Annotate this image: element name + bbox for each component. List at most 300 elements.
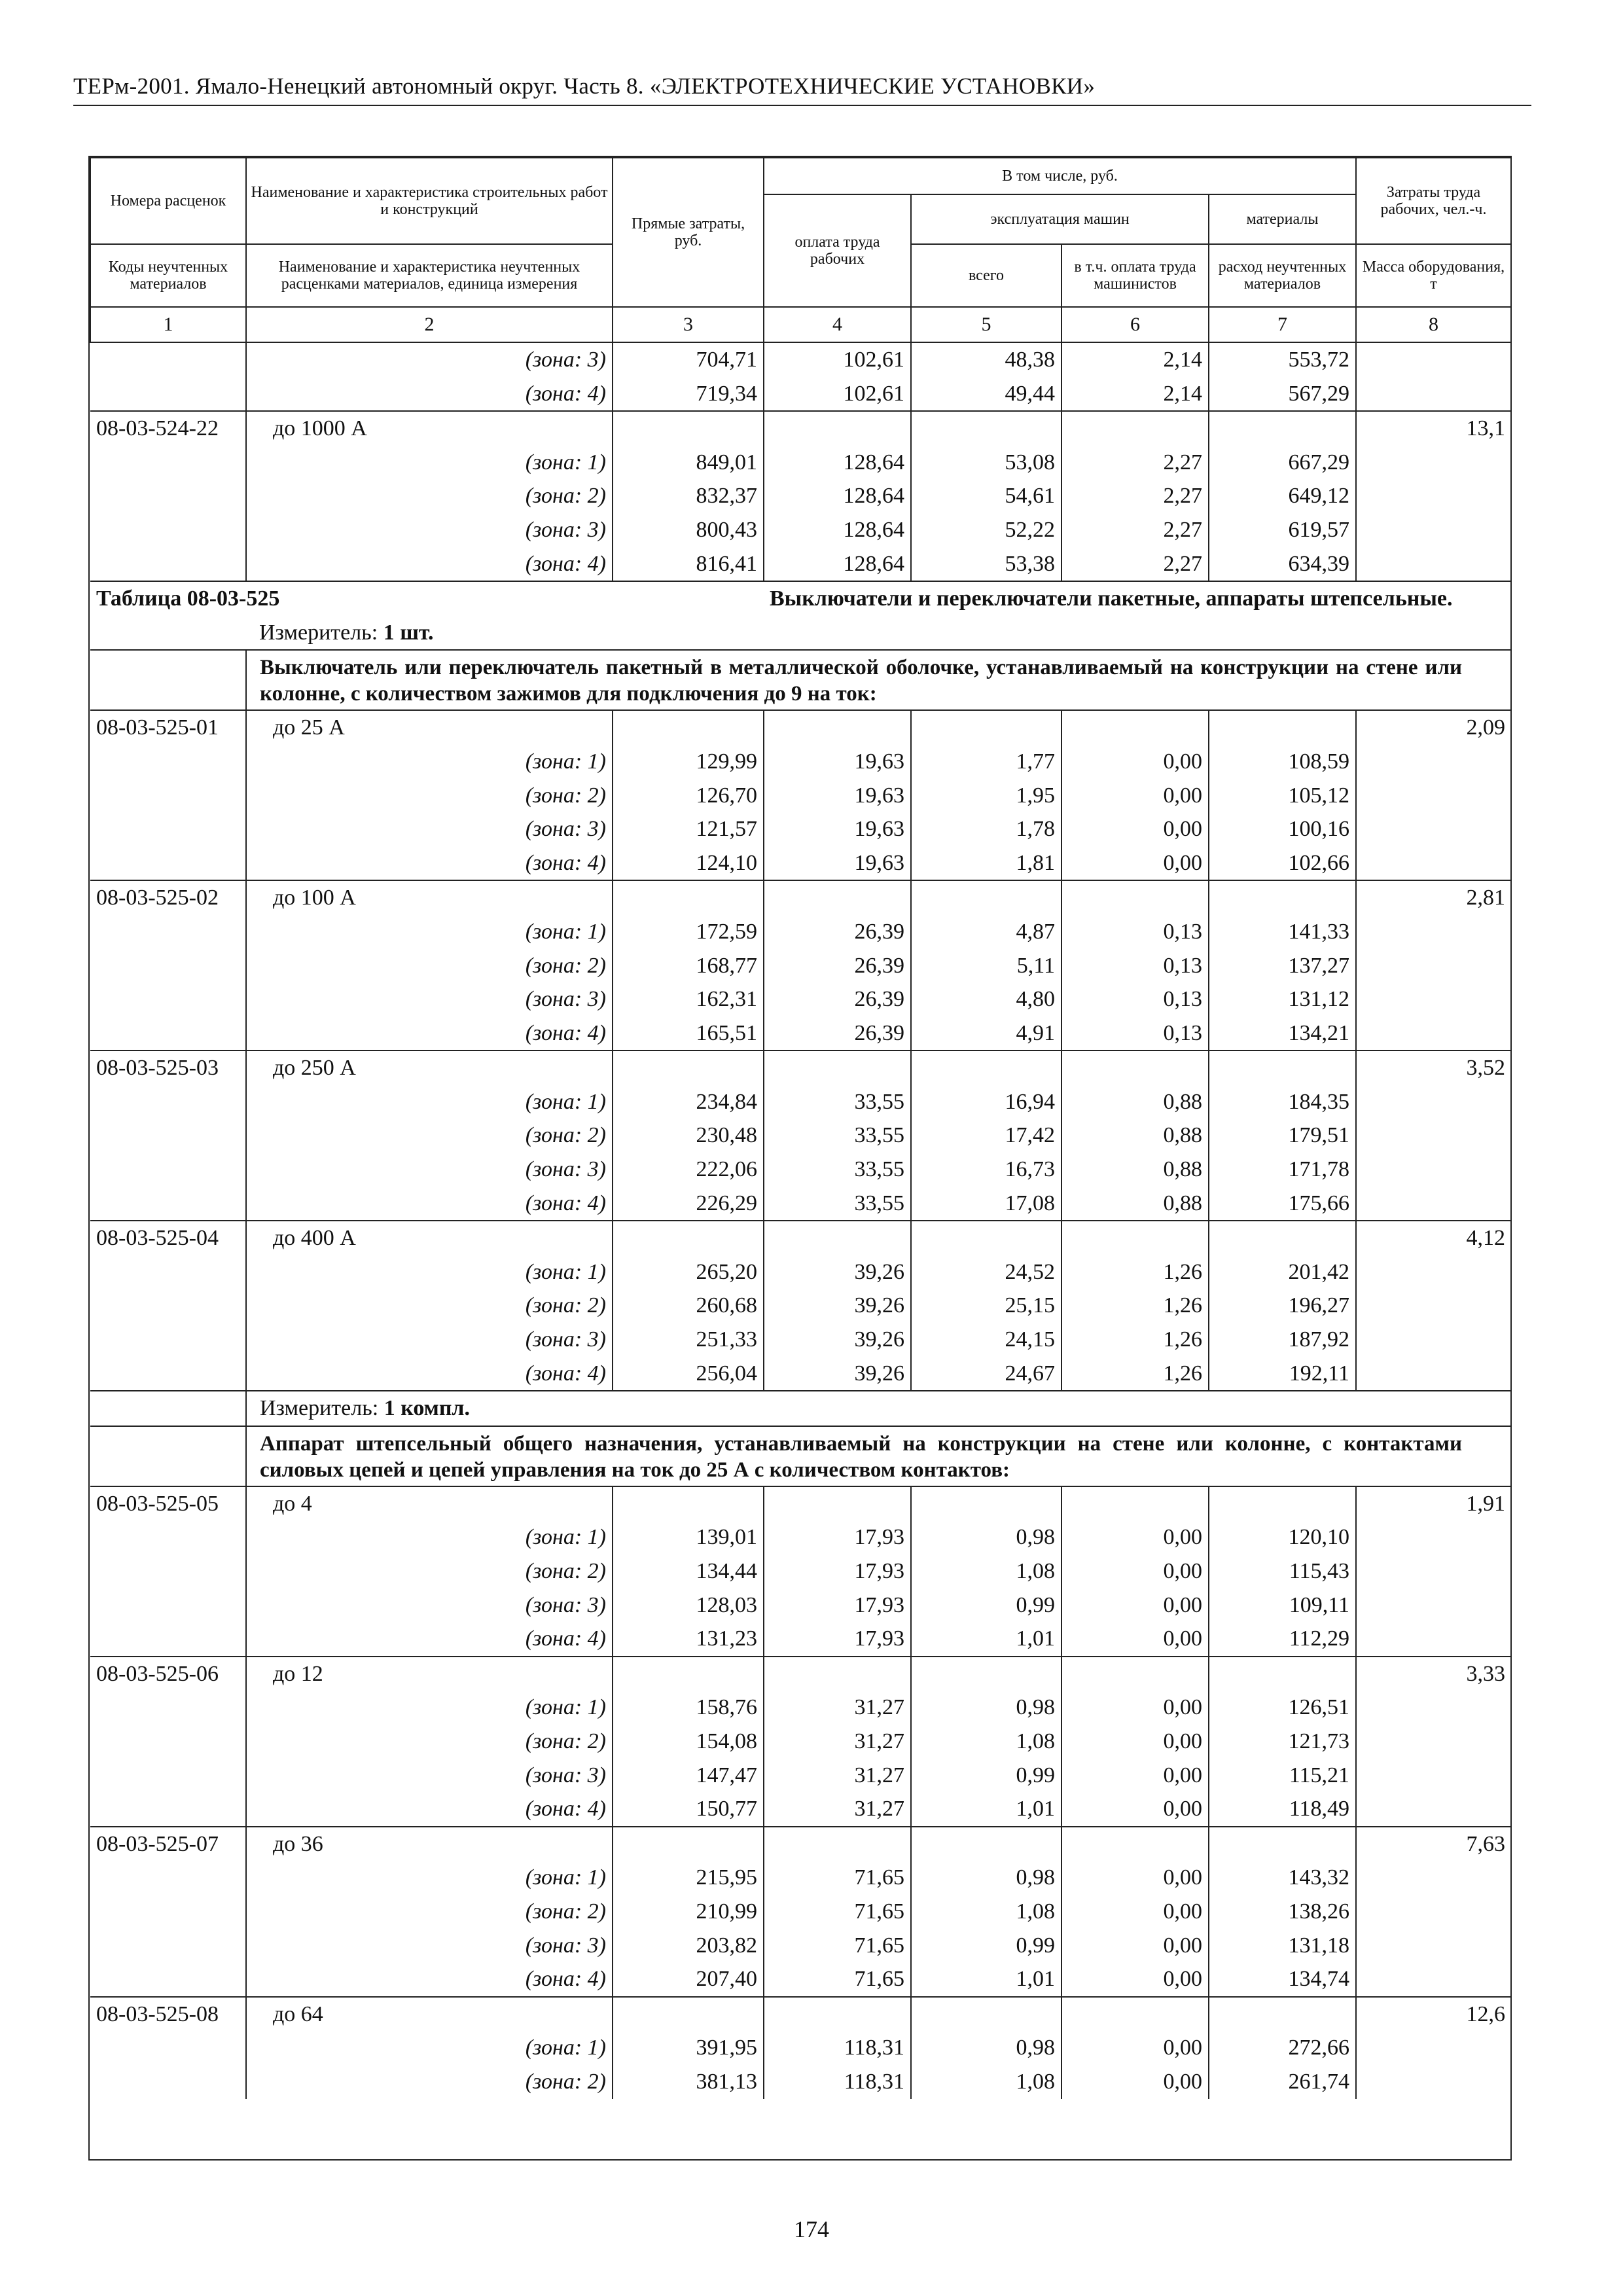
zone-row xyxy=(90,1622,1511,1657)
zone-label: (зона: 2) xyxy=(246,949,613,983)
zone-label: (зона: 1) xyxy=(246,745,613,779)
cost-materials: 175,66 xyxy=(1209,1187,1356,1221)
cost-direct: 800,43 xyxy=(613,513,764,547)
cost-direct: 260,68 xyxy=(613,1289,764,1323)
zone-label: (зона: 4) xyxy=(246,1962,613,1997)
zone-label: (зона: 4) xyxy=(246,846,613,881)
cost-wage: 118,31 xyxy=(764,2065,911,2099)
cost-direct: 121,57 xyxy=(613,812,764,846)
column-number: 1 xyxy=(90,307,246,342)
cost-machines: 0,98 xyxy=(911,1520,1061,1554)
cost-wage: 33,55 xyxy=(764,1153,911,1187)
cost-operators: 2,27 xyxy=(1061,513,1209,547)
empty-cell xyxy=(90,479,246,513)
table-title: Выключатели и переключатели пакетные, аппараты штепсельные. xyxy=(764,581,1511,616)
empty-cell xyxy=(90,513,246,547)
cost-machines: 16,94 xyxy=(911,1085,1061,1119)
zone-label: (зона: 4) xyxy=(246,1187,613,1221)
empty-cell xyxy=(613,1050,764,1085)
empty-cell xyxy=(90,1119,246,1153)
zone-label: (зона: 3) xyxy=(246,812,613,846)
empty-cell xyxy=(90,1520,246,1554)
cost-wage: 19,63 xyxy=(764,812,911,846)
zone-row xyxy=(90,915,1511,949)
cost-operators: 0,00 xyxy=(1061,1725,1209,1759)
cost-wage: 71,65 xyxy=(764,1929,911,1963)
cost-materials: 187,92 xyxy=(1209,1323,1356,1357)
cost-direct: 210,99 xyxy=(613,1895,764,1929)
zone-row xyxy=(90,1153,1511,1187)
zone-label: (зона: 1) xyxy=(246,915,613,949)
zone-label: (зона: 3) xyxy=(246,342,613,377)
meter-label: Измеритель: xyxy=(260,1396,379,1421)
empty-cell xyxy=(1356,377,1511,412)
cost-machines: 25,15 xyxy=(911,1289,1061,1323)
section-heading-row xyxy=(90,1426,1511,1486)
cost-wage: 39,26 xyxy=(764,1289,911,1323)
cost-machines: 1,95 xyxy=(911,779,1061,813)
cost-operators: 0,00 xyxy=(1061,1759,1209,1793)
zone-label: (зона: 2) xyxy=(246,1554,613,1588)
rate-description: до 36 xyxy=(246,1827,613,1861)
empty-cell xyxy=(1356,1016,1511,1051)
header-kody: Коды неучтенных материалов xyxy=(90,244,246,307)
cost-machines: 0,98 xyxy=(911,2031,1061,2065)
cost-operators: 0,13 xyxy=(1061,982,1209,1016)
empty-cell xyxy=(1356,846,1511,881)
empty-cell xyxy=(1356,2031,1511,2065)
zone-label: (зона: 4) xyxy=(246,1357,613,1391)
cost-operators: 1,26 xyxy=(1061,1357,1209,1391)
cost-wage: 17,93 xyxy=(764,1554,911,1588)
empty-cell xyxy=(1356,1520,1511,1554)
cost-materials: 131,18 xyxy=(1209,1929,1356,1963)
empty-cell xyxy=(1209,1657,1356,1691)
cost-operators: 0,00 xyxy=(1061,846,1209,881)
cost-materials: 649,12 xyxy=(1209,479,1356,513)
cost-direct: 832,37 xyxy=(613,479,764,513)
empty-cell xyxy=(90,342,246,377)
zone-label: (зона: 4) xyxy=(246,547,613,582)
empty-cell xyxy=(764,1657,911,1691)
cost-direct: 134,44 xyxy=(613,1554,764,1588)
cost-machines: 0,99 xyxy=(911,1588,1061,1623)
labor-cost: 3,52 xyxy=(1356,1050,1511,1085)
zone-row xyxy=(90,1520,1511,1554)
cost-machines: 0,99 xyxy=(911,1759,1061,1793)
empty-cell xyxy=(1356,1588,1511,1623)
zone-row xyxy=(90,846,1511,881)
rate-code: 08-03-525-02 xyxy=(90,880,246,915)
empty-cell xyxy=(90,1929,246,1963)
empty-cell xyxy=(1209,1050,1356,1085)
header-rashod: расход неучтенных материалов xyxy=(1209,244,1356,307)
empty-cell xyxy=(1061,1050,1209,1085)
empty-cell xyxy=(90,779,246,813)
labor-cost: 2,81 xyxy=(1356,880,1511,915)
empty-cell xyxy=(1356,1085,1511,1119)
cost-materials: 118,49 xyxy=(1209,1792,1356,1827)
labor-cost: 12,6 xyxy=(1356,1997,1511,2032)
rate-code: 08-03-525-01 xyxy=(90,710,246,745)
cost-machines: 17,42 xyxy=(911,1119,1061,1153)
labor-cost: 13,1 xyxy=(1356,411,1511,446)
zone-row xyxy=(90,1792,1511,1827)
empty-cell xyxy=(90,650,246,710)
empty-cell xyxy=(764,1221,911,1255)
cost-operators: 2,27 xyxy=(1061,479,1209,513)
empty-cell xyxy=(90,1085,246,1119)
rate-header-row xyxy=(90,1486,1511,1521)
cost-wage: 33,55 xyxy=(764,1085,911,1119)
zone-row xyxy=(90,1016,1511,1051)
header-naim-neuchet: Наименование и характеристика неучтенных расценками материалов, единица измерения xyxy=(246,244,613,307)
cost-machines: 49,44 xyxy=(911,377,1061,412)
cost-operators: 0,00 xyxy=(1061,779,1209,813)
cost-direct: 158,76 xyxy=(613,1691,764,1725)
cost-operators: 0,00 xyxy=(1061,1588,1209,1623)
meter xyxy=(246,616,1511,651)
zone-row xyxy=(90,949,1511,983)
zone-row xyxy=(90,1861,1511,1895)
cost-operators: 0,88 xyxy=(1061,1085,1209,1119)
cost-materials: 171,78 xyxy=(1209,1153,1356,1187)
cost-materials: 192,11 xyxy=(1209,1357,1356,1391)
zone-row xyxy=(90,1929,1511,1963)
empty-cell xyxy=(1356,1153,1511,1187)
empty-cell xyxy=(90,1725,246,1759)
cost-machines: 17,08 xyxy=(911,1187,1061,1221)
section-heading: Выключатель или переключатель пакетный в металлической оболочке, устанавливаемый на конструкции на стене или колонне, с количеством зажимов для подключения до 9 на ток: xyxy=(246,650,1511,710)
empty-cell xyxy=(90,1426,246,1486)
cost-operators: 0,00 xyxy=(1061,1929,1209,1963)
header-massa: Масса оборудования, т xyxy=(1356,244,1511,307)
zone-row xyxy=(90,1357,1511,1391)
column-number: 5 xyxy=(911,307,1061,342)
empty-cell xyxy=(1356,1357,1511,1391)
zone-row xyxy=(90,1289,1511,1323)
cost-direct: 168,77 xyxy=(613,949,764,983)
empty-cell xyxy=(1356,1323,1511,1357)
empty-cell xyxy=(1356,1187,1511,1221)
empty-cell xyxy=(1356,812,1511,846)
zone-row xyxy=(90,1323,1511,1357)
rate-header-row xyxy=(90,1221,1511,1255)
cost-wage: 17,93 xyxy=(764,1520,911,1554)
cost-operators: 1,26 xyxy=(1061,1289,1209,1323)
cost-direct: 226,29 xyxy=(613,1187,764,1221)
cost-machines: 1,08 xyxy=(911,2065,1061,2099)
header-ekspl: эксплуатация машин xyxy=(911,194,1209,244)
zone-row xyxy=(90,1895,1511,1929)
empty-cell xyxy=(1356,915,1511,949)
empty-cell xyxy=(613,1221,764,1255)
rate-header-row xyxy=(90,1657,1511,1691)
cost-operators: 0,13 xyxy=(1061,1016,1209,1051)
header-materialy: материалы xyxy=(1209,194,1356,244)
empty-cell xyxy=(1061,411,1209,446)
cost-wage: 26,39 xyxy=(764,915,911,949)
cost-machines: 1,01 xyxy=(911,1792,1061,1827)
column-number: 2 xyxy=(246,307,613,342)
zone-label: (зона: 1) xyxy=(246,1861,613,1895)
empty-cell xyxy=(1356,1962,1511,1997)
cost-operators: 0,00 xyxy=(1061,1895,1209,1929)
empty-cell xyxy=(90,949,246,983)
empty-cell xyxy=(1356,745,1511,779)
empty-cell xyxy=(764,411,911,446)
zone-label: (зона: 2) xyxy=(246,1289,613,1323)
cost-operators: 0,00 xyxy=(1061,745,1209,779)
cost-direct: 719,34 xyxy=(613,377,764,412)
cost-materials: 138,26 xyxy=(1209,1895,1356,1929)
empty-cell xyxy=(90,1792,246,1827)
zone-label: (зона: 2) xyxy=(246,479,613,513)
zone-row xyxy=(90,1588,1511,1623)
empty-cell xyxy=(911,1827,1061,1861)
running-header: ТЕРм-2001. Ямало-Ненецкий автономный округ. Часть 8. «ЭЛЕКТРОТЕХНИЧЕСКИЕ УСТАНОВКИ» xyxy=(73,73,1531,106)
cost-machines: 1,77 xyxy=(911,745,1061,779)
zone-row xyxy=(90,2065,1511,2099)
empty-cell xyxy=(1356,1759,1511,1793)
cost-machines: 1,81 xyxy=(911,846,1061,881)
empty-cell xyxy=(1356,1792,1511,1827)
cost-machines: 24,67 xyxy=(911,1357,1061,1391)
empty-cell xyxy=(764,880,911,915)
rate-header-row xyxy=(90,1827,1511,1861)
cost-materials: 131,12 xyxy=(1209,982,1356,1016)
cost-machines: 4,91 xyxy=(911,1016,1061,1051)
cost-direct: 207,40 xyxy=(613,1962,764,1997)
rate-description: до 25 А xyxy=(246,710,613,745)
empty-cell xyxy=(911,1997,1061,2032)
cost-materials: 179,51 xyxy=(1209,1119,1356,1153)
empty-cell xyxy=(90,1187,246,1221)
empty-cell xyxy=(1209,411,1356,446)
cost-direct: 230,48 xyxy=(613,1119,764,1153)
zone-label: (зона: 1) xyxy=(246,1520,613,1554)
cost-wage: 128,64 xyxy=(764,446,911,480)
empty-cell xyxy=(90,1391,246,1426)
cost-wage: 33,55 xyxy=(764,1187,911,1221)
cost-wage: 118,31 xyxy=(764,2031,911,2065)
cost-wage: 31,27 xyxy=(764,1691,911,1725)
cost-direct: 172,59 xyxy=(613,915,764,949)
cost-machines: 52,22 xyxy=(911,513,1061,547)
empty-cell xyxy=(1209,1221,1356,1255)
empty-cell xyxy=(613,880,764,915)
rate-code: 08-03-525-03 xyxy=(90,1050,246,1085)
cost-direct: 391,95 xyxy=(613,2031,764,2065)
zone-row xyxy=(90,547,1511,582)
header-zatraty-truda: Затраты труда рабочих, чел.-ч. xyxy=(1356,158,1511,244)
header-naim: Наименование и характеристика строительных работ и конструкций xyxy=(246,158,613,244)
zone-row xyxy=(90,446,1511,480)
cost-wage: 26,39 xyxy=(764,982,911,1016)
rate-code: 08-03-525-07 xyxy=(90,1827,246,1861)
empty-cell xyxy=(90,2031,246,2065)
table-body xyxy=(90,342,1511,2099)
cost-operators: 0,88 xyxy=(1061,1187,1209,1221)
empty-cell xyxy=(90,1357,246,1391)
empty-cell xyxy=(90,1962,246,1997)
empty-cell xyxy=(613,411,764,446)
empty-cell xyxy=(764,1997,911,2032)
zone-row xyxy=(90,513,1511,547)
cost-operators: 0,00 xyxy=(1061,1792,1209,1827)
cost-operators: 0,00 xyxy=(1061,1962,1209,1997)
empty-cell xyxy=(90,446,246,480)
rate-description: до 12 xyxy=(246,1657,613,1691)
empty-cell xyxy=(90,1323,246,1357)
empty-cell xyxy=(1356,2065,1511,2099)
cost-operators: 0,00 xyxy=(1061,812,1209,846)
empty-cell xyxy=(90,1153,246,1187)
labor-cost: 3,33 xyxy=(1356,1657,1511,1691)
cost-operators: 2,14 xyxy=(1061,342,1209,377)
cost-wage: 39,26 xyxy=(764,1357,911,1391)
cost-machines: 1,01 xyxy=(911,1962,1061,1997)
empty-cell xyxy=(1356,1622,1511,1657)
rate-description: до 64 xyxy=(246,1997,613,2032)
cost-materials: 619,57 xyxy=(1209,513,1356,547)
empty-cell xyxy=(1356,982,1511,1016)
empty-cell xyxy=(90,1622,246,1657)
rate-description: до 100 А xyxy=(246,880,613,915)
labor-cost: 1,91 xyxy=(1356,1486,1511,1521)
cost-machines: 0,99 xyxy=(911,1929,1061,1963)
cost-direct: 215,95 xyxy=(613,1861,764,1895)
cost-materials: 141,33 xyxy=(1209,915,1356,949)
cost-materials: 115,43 xyxy=(1209,1554,1356,1588)
rate-description: до 1000 А xyxy=(246,411,613,446)
cost-wage: 19,63 xyxy=(764,846,911,881)
cost-direct: 816,41 xyxy=(613,547,764,582)
cost-machines: 16,73 xyxy=(911,1153,1061,1187)
empty-cell xyxy=(1061,710,1209,745)
cost-materials: 553,72 xyxy=(1209,342,1356,377)
cost-wage: 31,27 xyxy=(764,1792,911,1827)
cost-operators: 0,00 xyxy=(1061,1861,1209,1895)
column-number: 7 xyxy=(1209,307,1356,342)
rate-code: 08-03-525-05 xyxy=(90,1486,246,1521)
cost-direct: 124,10 xyxy=(613,846,764,881)
empty-cell xyxy=(911,1486,1061,1521)
cost-materials: 105,12 xyxy=(1209,779,1356,813)
empty-cell xyxy=(764,1486,911,1521)
cost-wage: 26,39 xyxy=(764,949,911,983)
cost-wage: 31,27 xyxy=(764,1725,911,1759)
empty-cell xyxy=(1356,779,1511,813)
price-table xyxy=(90,157,1512,2099)
zone-row xyxy=(90,479,1511,513)
meter-label: Измеритель: xyxy=(259,620,378,645)
cost-machines: 24,15 xyxy=(911,1323,1061,1357)
empty-cell xyxy=(90,1554,246,1588)
empty-cell xyxy=(1061,1997,1209,2032)
cost-machines: 1,01 xyxy=(911,1622,1061,1657)
table-number: Таблица 08-03-525 xyxy=(90,581,764,616)
empty-cell xyxy=(90,915,246,949)
empty-cell xyxy=(1356,479,1511,513)
cost-wage: 102,61 xyxy=(764,342,911,377)
empty-cell xyxy=(90,616,246,651)
cost-wage: 71,65 xyxy=(764,1962,911,1997)
zone-label: (зона: 2) xyxy=(246,1895,613,1929)
cost-materials: 121,73 xyxy=(1209,1725,1356,1759)
column-number: 4 xyxy=(764,307,911,342)
cost-materials: 196,27 xyxy=(1209,1289,1356,1323)
cost-operators: 0,88 xyxy=(1061,1153,1209,1187)
zone-label: (зона: 1) xyxy=(246,1255,613,1289)
header-oplata: оплата труда рабочих xyxy=(764,194,911,307)
zone-row xyxy=(90,1119,1511,1153)
empty-cell xyxy=(911,1657,1061,1691)
meter-row xyxy=(90,1391,1511,1426)
table-title-row xyxy=(90,581,1511,616)
cost-wage: 17,93 xyxy=(764,1622,911,1657)
cost-machines: 54,61 xyxy=(911,479,1061,513)
cost-direct: 256,04 xyxy=(613,1357,764,1391)
meter-value: 1 компл. xyxy=(383,1396,471,1421)
empty-cell xyxy=(90,1016,246,1051)
empty-cell xyxy=(1356,1691,1511,1725)
cost-materials: 261,74 xyxy=(1209,2065,1356,2099)
cost-wage: 31,27 xyxy=(764,1759,911,1793)
zone-label: (зона: 4) xyxy=(246,1016,613,1051)
cost-materials: 184,35 xyxy=(1209,1085,1356,1119)
empty-cell xyxy=(911,880,1061,915)
meter xyxy=(246,1391,1511,1426)
empty-cell xyxy=(90,982,246,1016)
cost-direct: 234,84 xyxy=(613,1085,764,1119)
cost-wage: 17,93 xyxy=(764,1588,911,1623)
cost-wage: 128,64 xyxy=(764,513,911,547)
empty-cell xyxy=(764,1827,911,1861)
empty-cell xyxy=(90,745,246,779)
empty-cell xyxy=(1061,1221,1209,1255)
zone-label: (зона: 1) xyxy=(246,1691,613,1725)
cost-materials: 143,32 xyxy=(1209,1861,1356,1895)
cost-wage: 39,26 xyxy=(764,1323,911,1357)
cost-operators: 0,00 xyxy=(1061,2031,1209,2065)
header-v-tom-chisle: В том числе, руб. xyxy=(764,158,1356,194)
price-table-frame xyxy=(88,156,1512,2161)
cost-wage: 26,39 xyxy=(764,1016,911,1051)
empty-cell xyxy=(911,411,1061,446)
page-number: 174 xyxy=(794,2216,829,2242)
empty-cell xyxy=(90,812,246,846)
cost-machines: 5,11 xyxy=(911,949,1061,983)
cost-operators: 0,13 xyxy=(1061,915,1209,949)
cost-materials: 115,21 xyxy=(1209,1759,1356,1793)
empty-cell xyxy=(90,1588,246,1623)
empty-cell xyxy=(764,1050,911,1085)
column-number-row xyxy=(90,307,1511,342)
empty-cell xyxy=(90,1895,246,1929)
cost-direct: 849,01 xyxy=(613,446,764,480)
cost-materials: 567,29 xyxy=(1209,377,1356,412)
empty-cell xyxy=(90,1289,246,1323)
rate-header-row xyxy=(90,880,1511,915)
cost-materials: 100,16 xyxy=(1209,812,1356,846)
cost-direct: 150,77 xyxy=(613,1792,764,1827)
rate-header-row xyxy=(90,1050,1511,1085)
cost-wage: 71,65 xyxy=(764,1895,911,1929)
empty-cell xyxy=(90,547,246,582)
empty-cell xyxy=(1356,1929,1511,1963)
zone-label: (зона: 3) xyxy=(246,513,613,547)
